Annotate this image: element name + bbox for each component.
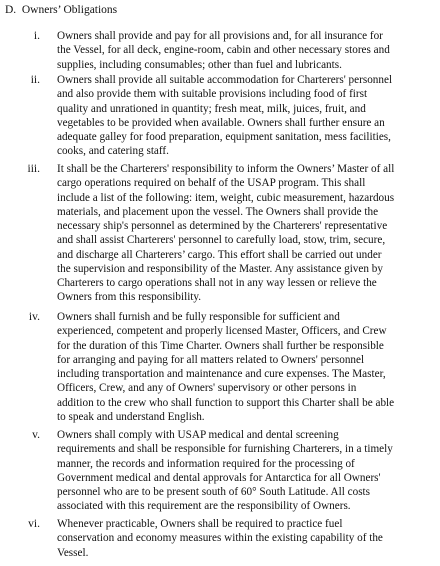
text-line: quality and unrationed in quantity; fresh meat, milk, juices, fruit, and (57, 102, 366, 115)
text-line: Owners shall furnish and be fully responsible for sufficient and (57, 311, 340, 323)
text-line: Charterers to cargo operations shall not in any way lessen or relieve the (57, 277, 377, 289)
text-line: requirements and shall be responsible for furnishing Charterers, in a timely (57, 443, 393, 456)
text-line: necessary ship's personnel as determined by the Charterers' representative (57, 220, 388, 232)
item-numeral: v. (32, 429, 40, 441)
text-line: including transportation and maintenance and cure expenses. The Master, (57, 368, 386, 380)
item-text (57, 428, 435, 514)
section-heading (5, 3, 117, 17)
text-line: cooks, and catering staff. (57, 145, 169, 158)
text-line: the supervision and responsibility of the Master. Any assistance given by (57, 262, 383, 275)
text-line: vegetables to be provided when available. Owners shall further ensure an (57, 116, 385, 129)
item-text (57, 29, 435, 72)
text-line: experienced, competent and properly licensed Master, Officers, and Crew (57, 325, 387, 338)
section-title: Owners’ Obligations (21, 4, 118, 16)
text-line: Government medical and dental approvals for Antarctica for all Owners' (57, 471, 381, 484)
text-line: and discharge all Charterers’ cargo. This effort shall be carried out under (57, 248, 382, 261)
text-line: for arranging and paying for all matters related to Owners' personnel (57, 353, 365, 366)
text-line: addition to the crew who shall function to support this Charter shall be able (57, 396, 395, 409)
text-line: Owners shall provide all suitable accommodation for Charterers' personnel (57, 74, 393, 86)
text-line: to speak and understand English. (57, 410, 205, 423)
text-line: adequate galley for food preparation, equipment sanitation, mess facilities, (57, 131, 391, 143)
item-numeral: ii. (30, 74, 40, 86)
text-line: Owners shall comply with USAP medical and dental screening (57, 429, 339, 441)
item-text (57, 310, 435, 424)
text-line: the Vessel, for all deck, engine-room, cabin and other necessary stores and (57, 44, 390, 57)
text-line: materials, and placement upon the vessel. The Owners shall provide the (57, 205, 379, 218)
text-line: personnel who are to be present south of 60° South Latitude. All costs (57, 486, 371, 498)
text-line: Whenever practicable, Owners shall be required to practice fuel (57, 518, 343, 530)
text-line: supplies, including consumables; other than fuel and lubricants. (57, 58, 342, 71)
text-line: and shall assist Charterers' personnel to carefully load, stow, trim, secure, (57, 234, 386, 247)
text-line: It shall be the Charterers' responsibility to inform the Owners’ Master of all (57, 163, 395, 175)
text-line: cargo operations required on behalf of the USAP program. This shall (57, 177, 366, 190)
item-text (57, 73, 435, 159)
item-numeral: i. (33, 30, 40, 42)
text-line: Vessel. (57, 546, 89, 559)
text-line: for the duration of this Time Charter. Owners shall further be responsible (57, 339, 384, 352)
item-numeral: iii. (27, 163, 40, 175)
section-letter: D. (5, 4, 17, 16)
text-line: include a list of the following: item, weight, cubic measurement, hazardous (57, 191, 395, 204)
text-line: Owners from this responsibility. (57, 291, 202, 304)
text-line: Owners shall provide and pay for all provisions and, for all insurance for (57, 30, 383, 42)
text-line: Officers, Crew, and any of Owners' supervisory or other persons in (57, 382, 357, 395)
text-line: associated with this requirement are the responsibility of Owners. (57, 500, 351, 513)
text-line: manner, the records and information required for the processing of (57, 457, 355, 470)
item-numeral: iv. (28, 311, 40, 323)
item-text (57, 517, 435, 560)
text-line: conservation and economy measures within the existing capability of the (57, 532, 383, 545)
item-numeral: vi. (28, 518, 40, 530)
text-line: and also provide them with suitable provisions including food of first (57, 88, 368, 101)
item-text (57, 162, 435, 305)
